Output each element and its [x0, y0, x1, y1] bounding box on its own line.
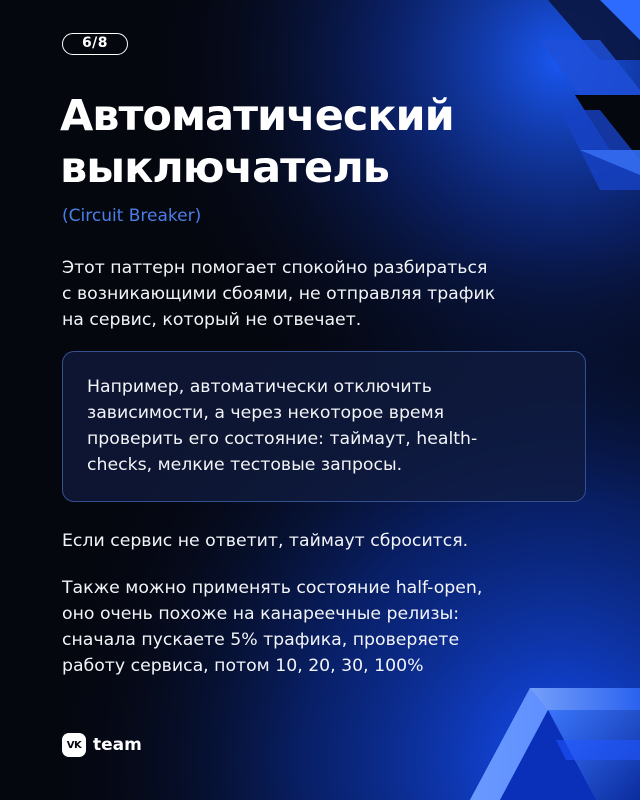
text-line: на сервис, который не отвечает. [62, 310, 362, 330]
subtitle: (Circuit Breaker) [62, 206, 202, 226]
text-line: Также можно применять состояние half-open, [62, 578, 483, 598]
text-line: checks, мелкие тестовые запросы. [87, 455, 403, 475]
intro-paragraph [62, 255, 495, 333]
text-line: Если сервис не ответит, таймаут сбросится. [62, 531, 469, 551]
text-line: Например, автоматически отключить [87, 377, 432, 397]
title-line: выключатель [60, 143, 389, 193]
text-line: работу сервиса, потом 10, 20, 30, 100% [62, 656, 424, 676]
text-line: оно очень похоже на канареечные релизы: [62, 604, 460, 624]
callout-text [87, 374, 561, 478]
text-line: проверить его состояние: таймаут, health- [87, 429, 478, 449]
title-line: Автоматический [60, 91, 454, 141]
vk-logo-icon: VK [62, 733, 86, 757]
example-callout [62, 351, 586, 502]
text-line: сначала пускаете 5% трафика, проверяете [62, 630, 460, 650]
page-indicator: 6/8 [62, 33, 128, 55]
text-line: Этот паттерн помогает спокойно разбираться [62, 258, 488, 278]
brand-footer [62, 732, 142, 758]
text-line: с возникающими сбоями, не отправляя трафик [62, 284, 496, 304]
timeout-paragraph [62, 528, 468, 554]
text-line: зависимости, а через некоторое время [87, 403, 444, 423]
brand-name: team [93, 735, 142, 755]
page-title [60, 90, 454, 194]
half-open-paragraph [62, 575, 482, 679]
